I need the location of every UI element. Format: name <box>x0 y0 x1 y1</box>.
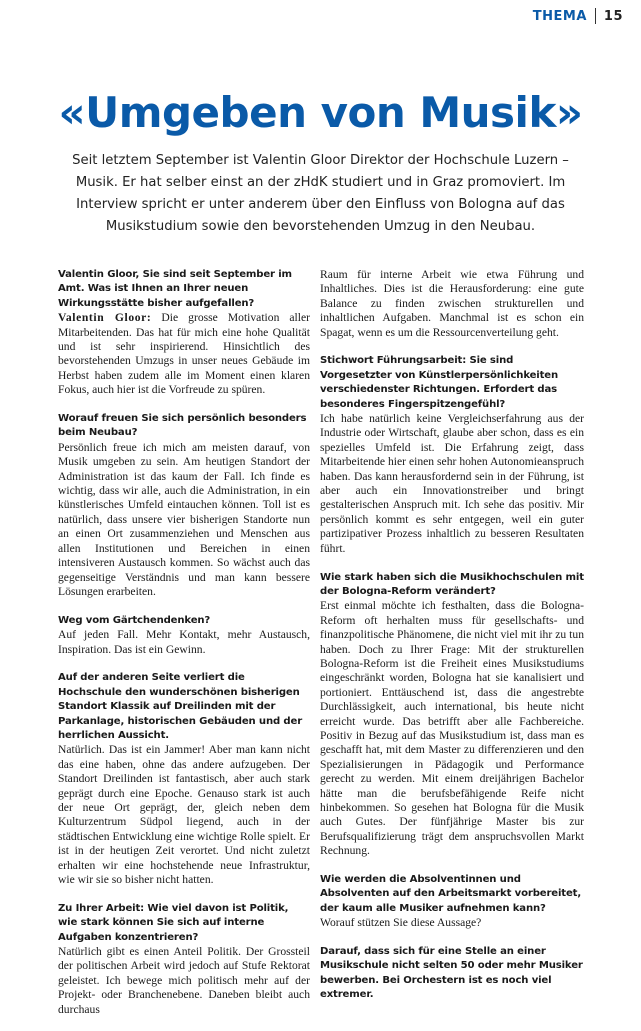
interview-bold-statement: Darauf, dass sich für eine Stelle an einer Musikschule nicht selten 50 oder mehr Musiker bewerben. Bei Orchestern ist es noch viel extremer. <box>320 946 583 1001</box>
interview-question: Wie stark haben sich die Musikhochschulen mit der Bologna-Reform verändert? <box>320 571 584 597</box>
interview-answer <box>58 311 310 397</box>
header-divider <box>595 8 596 24</box>
interview-answer-continued: Raum für interne Arbeit wie etwa Führung und Inhaltliches. Dies ist die Herausforderung: eine gute Balance zu finden zwischen strukturellen und inhaltlichen Aufgaben. Manchmal ist es schon ein Spagat, wenn es um die Ressourcenverteilung geht. <box>320 268 584 339</box>
interview-question: Weg vom Gärtchendenken? <box>58 614 211 626</box>
interview-question: Auf der anderen Seite verliert die Hochschule den wunderschönen bisherigen Standort Klassik auf Dreilinden mit der Parkanlage, historischen Gebäuden und der herrlichen Aussicht. <box>58 672 303 741</box>
interview-answer: Worauf stützen Sie diese Aussage? <box>320 916 482 930</box>
article-lead: Seit letztem September ist Valentin Gloor Direktor der Hochschule Luzern – Musik. Er hat selber einst an der zHdK studiert und in Graz promoviert. Im Interview spricht er unter anderem über den Einfluss von Bologna auf das Musikstudium sowie den bevorstehenden Umzug in den Neubau. <box>72 153 569 234</box>
interview-question: Stichwort Führungsarbeit: Sie sind Vorgesetzter von Künstlerpersönlichkeiten verschiedenster Richtungen. Erfordert das besonderes Fingerspitzengefühl? <box>320 355 559 410</box>
interview-answer: Ich habe natürlich keine Vergleichserfahrung aus der Industrie oder Wirtschaft, glaube aber schon, dass es ein spezielles Umfeld ist. Die Erfahrung zeigt, dass Mitarbeitende hier einen sehr hohen Autonomieanspruch haben. Das kann herausfordernd sein in der Führung, ist aber auch ein Innovationstreiber und bringt gestalterischen Anspruch mit. Ich sehe das positiv. Mir persönlich kommt es sehr entgegen, weil ein guter partizipativer Prozess inhaltlich zu besseren Resultaten führt. <box>320 412 584 555</box>
interview-answer: Erst einmal möchte ich festhalten, dass die Bologna-Reform oft herhalten muss für gesellschafts- und finanzpolitische Phänomene, die nicht viel mit ihr zu tun haben. Doch zu Ihrer Frage: Mit der strukturellen Bologna-Reform ist die Freiheit eines Musikstudiums eingeschränkt worden, Bologna hat sie kanalisiert und portioniert. Enttäuschend ist, dass die angestrebte Durchlässigkeit, auch international, bis heute nicht erreicht wurde. Das betrifft aber alle Fachbereiche. Positiv in Bezug auf das Musikstudium ist, dass man es geschafft hat, mit dem Master zu differenzieren und den Spezialisierungen in Pädagogik und Performance gerecht zu werden. Mit einem dreijährigen Bachelor hätte man die berufsbefähigende Reife nicht hinbekommen. So gesehen hat Bologna für die Musik auch Gutes. Der fünfjährige Master bis zur Berufsqualifizierung trägt dem anspruchsvollen Markt Rechnung. <box>320 599 584 858</box>
speaker-name: Valentin Gloor: <box>58 311 152 325</box>
interview-answer: Natürlich. Das ist ein Jammer! Aber man kann nicht das eine haben, ohne das andere aufzugeben. Der Standort Dreilinden ist fantastisch, aber auch stark geprägt durch eine Epoche. Genauso stark ist auch der neue Ort geprägt, der, gleich neben dem Kulturzentrum Südpol liegend, auch in der städtischen Entwicklung eine wichtige Rolle spielt. Er ist in der heutigen Zeit verortet. Und nicht zuletzt erhalten wir eine hochstehende neue Infrastruktur, wie wir sie so bisher nicht hatten. <box>58 743 310 887</box>
answer-text: Die grosse Motivation aller Mitarbeitenden. Das hat für mich eine hohe Qualität und ist sehr inspirierend. Hinsichtlich des bevorstehenden Umzugs in unser neues Gebäude im Herbst haben zudem alle im Moment einen klaren Fokus, auch hier ist die Vorfreude zu spüren. <box>58 311 310 397</box>
left-column <box>58 268 310 1031</box>
interview-question: Zu Ihrer Arbeit: Wie viel davon ist Politik, wie stark können Sie sich auf interne Aufgaben konzentrieren? <box>58 902 289 943</box>
article-title: «Umgeben von Musik» <box>58 88 583 137</box>
interview-question: Valentin Gloor, Sie sind seit September im Amt. Was ist Ihnen an Ihrer neuen Wirkungsstätte bisher aufgefallen? <box>58 269 292 309</box>
section-label: THEMA <box>532 8 587 24</box>
interview-question: Worauf freuen Sie sich persönlich besonders beim Neubau? <box>58 413 307 439</box>
running-header <box>533 8 623 24</box>
page-number: 15 <box>603 8 623 24</box>
interview-question: Wie werden die Absolventinnen und Absolventen auf den Arbeitsmarkt vorbereitet, der kaum alle Musiker aufnehmen kann? <box>320 874 582 914</box>
interview-answer: Auf jeden Fall. Mehr Kontakt, mehr Austausch, Inspiration. Das ist ein Gewinn. <box>58 628 310 656</box>
interview-answer: Natürlich gibt es einen Anteil Politik. Der Grossteil der politischen Arbeit wird jedoch auf Stufe Rektorat geleistet. Ich bewege mich politisch mehr auf der Projekt- oder Branchenebene. Daneben bleibt auch durchaus <box>58 945 310 1016</box>
interview-answer: Persönlich freue ich mich am meisten darauf, von Musik umgeben zu sein. Am heutigen Standort der Administration ist das kaum der Fall. Ich finde es wichtig, dass wir alle, auch die Administration, in ein künstlerisches Umfeld eintauchen können. Toll ist es natürlich, dass unsere vier bisherigen Standorte nun an einen Ort zusammenziehen und Menschen aus allen Institutionen und Bereichen in einen intensiveren Austausch kommen. So wächst auch das gegenseitige Verständnis und man kann bessere Lösungen erarbeiten. <box>58 440 310 598</box>
right-column <box>320 268 584 1003</box>
